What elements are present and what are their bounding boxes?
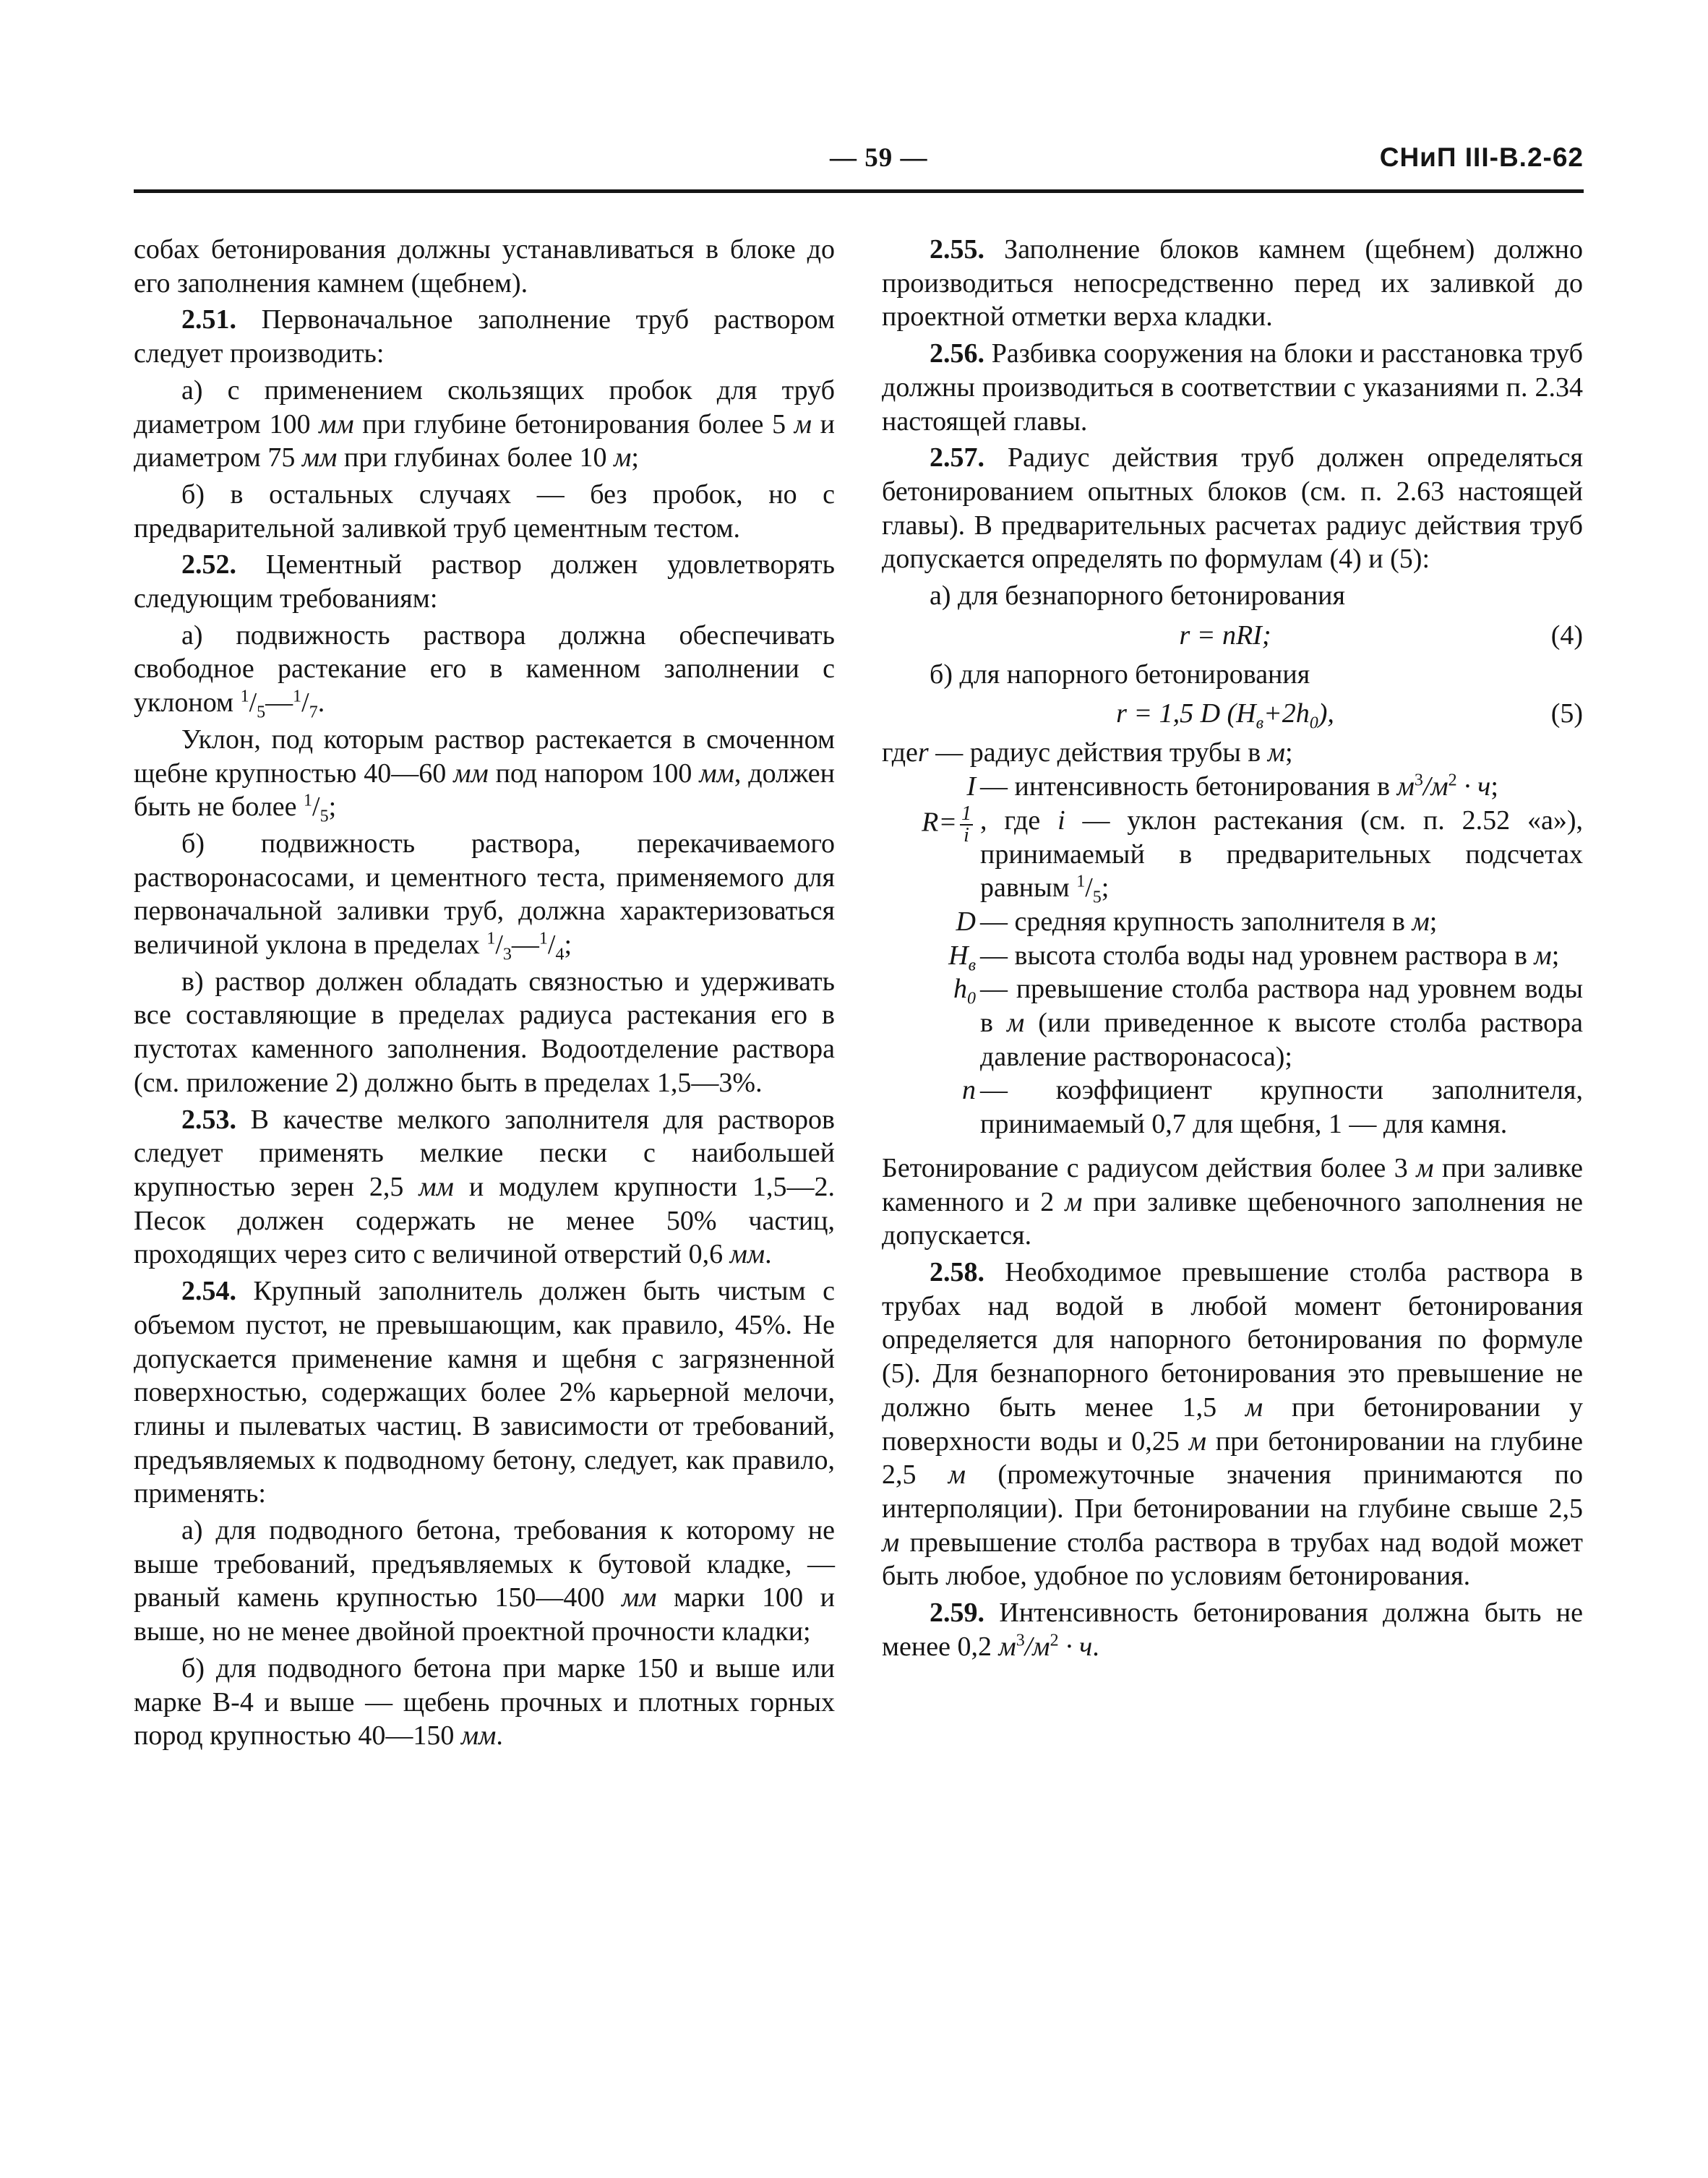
definition-Hv xyxy=(882,939,1583,973)
subscript: 0 xyxy=(967,989,976,1008)
text: — превышение столба раствора над уровнем воды в xyxy=(980,974,1583,1039)
text: при бетонировании у поверхности воды и 0,25 xyxy=(882,1392,1584,1457)
symbol xyxy=(882,939,980,973)
definition-n xyxy=(882,1073,1583,1141)
text: — радиус действия трубы в xyxy=(928,737,1268,768)
fraction-denominator: 5 xyxy=(1092,888,1102,907)
text: б) подвижность раствора, перекачиваемого растворонасосами, и цементного теста, применяемого для первоначальной заливки труб, должна характеризоваться величиной уклона в пределах xyxy=(134,828,835,961)
fraction-denominator: i xyxy=(964,823,969,846)
text: , где xyxy=(980,805,1058,836)
section-number: 2.55. xyxy=(930,234,984,265)
section-2-57 xyxy=(882,441,1583,576)
formula-number: (5) xyxy=(1550,698,1583,729)
text: ; xyxy=(1285,737,1293,768)
fraction-denominator: 3 xyxy=(502,945,512,964)
fraction-denominator: 5 xyxy=(319,807,329,826)
item-2-52-slope: Уклон, под которым раствор растекается в смоченном щебне крупностью 40—60 мм под напором 100 мм, должен быть не более $^1/_5$; xyxy=(134,724,835,826)
fraction-numerator: 1 xyxy=(304,791,313,810)
definition-text xyxy=(980,905,1583,939)
text: — xyxy=(265,687,293,719)
formula-expression xyxy=(882,695,1540,732)
unit: м xyxy=(882,1527,900,1558)
definition-text xyxy=(980,770,1583,804)
fraction xyxy=(960,804,973,846)
section-2-59 xyxy=(882,1596,1583,1663)
item-2-54-b xyxy=(134,1652,835,1753)
text: при заливке щебеночного заполнения не допускается. xyxy=(882,1186,1583,1251)
section-2-56 xyxy=(882,337,1583,438)
symbol: n xyxy=(962,1075,976,1106)
right-column xyxy=(882,233,1583,1666)
unit: · ч xyxy=(1456,771,1491,802)
formula-number: (4) xyxy=(1550,619,1583,651)
text: под напором 100 xyxy=(488,758,700,789)
unit: м xyxy=(1006,1008,1025,1039)
definition-text xyxy=(918,736,1583,770)
fraction-denominator: 4 xyxy=(555,945,565,964)
symbol-letter: H xyxy=(948,940,969,971)
section-number: 2.57. xyxy=(930,442,984,473)
section-number: 2.54. xyxy=(181,1276,236,1307)
section-2-53 xyxy=(134,1103,835,1272)
text: Бетонирование с радиусом действия более 3 xyxy=(882,1152,1417,1183)
fraction-numerator: 1 xyxy=(538,929,548,948)
text: (промежуточные значения принимаются по интерполяции). При бетонировании на глубине свыше 2,5 xyxy=(882,1459,1584,1524)
superscript: 3 xyxy=(1414,771,1423,790)
where-label: где xyxy=(882,737,918,768)
text: при глубинах более 10 xyxy=(337,442,614,473)
unit: м xyxy=(1245,1392,1263,1423)
fraction-numerator: 1 xyxy=(486,929,496,948)
text: . xyxy=(1092,1631,1099,1662)
unit: мм xyxy=(453,758,489,789)
text: — уклон растекания (см. п. 2.52 «а»), принимаемый в предварительных подсчетах равным xyxy=(980,805,1583,904)
text: ; xyxy=(1429,906,1438,937)
unit: мм xyxy=(699,758,734,789)
section-number: 2.58. xyxy=(930,1256,984,1287)
variable-definitions xyxy=(882,736,1583,1141)
unit: м xyxy=(794,408,812,440)
symbol xyxy=(882,804,980,846)
text: и диаметром 75 xyxy=(134,408,835,473)
section-number: 2.59. xyxy=(930,1598,984,1629)
symbol: i xyxy=(1057,805,1065,836)
text: при бетонировании на глубине 2,5 xyxy=(882,1425,1583,1491)
section-text: Крупный заполнитель должен быть чистым с объемом пустот, не превышающим, как правило, 45%. Не допускается применение камня и щебня с загрязненной поверхностью, содержащих более 2% карьерной мелочи, глины и пылеватых частиц. В зависимости от требований, предъявляемых к подводному бетону, следует, как правило, применять: xyxy=(134,1276,835,1509)
section-number: 2.51. xyxy=(181,304,236,335)
formula-4 xyxy=(882,617,1583,653)
unit: м xyxy=(1396,771,1415,802)
text: ; xyxy=(1490,771,1498,802)
text: — xyxy=(511,930,539,961)
section-text: Заполнение блоков камнем (щебнем) должно производиться непосредственно перед их заливкой до проектной отметки верха кладки. xyxy=(882,234,1583,333)
text: ; xyxy=(328,792,337,823)
unit: /м xyxy=(1422,771,1449,802)
symbol: r xyxy=(917,737,929,768)
fraction-numerator: 1 xyxy=(240,687,249,706)
unit: м xyxy=(1416,1152,1434,1183)
item-2-52-b: б) подвижность раствора, перекачиваемого растворонасосами, и цементного теста, применяемого для первоначальной заливки труб, должна характеризоваться величиной уклона в пределах $^1/_3—^1/_4$; xyxy=(134,828,835,964)
section-2-58 xyxy=(882,1256,1583,1593)
section-text: Радиус действия труб должен определяться бетонированием опытных блоков (см. п. 2.63 настоящей главы). В предварительных расчетах радиус действия труб допускается определять по формулам (4) и (5): xyxy=(882,442,1583,575)
text: превышение столба раствора в трубах над водой может быть любое, удобное по условиям бетонирования. xyxy=(882,1527,1583,1592)
section-number: 2.53. xyxy=(181,1104,236,1135)
unit: мм xyxy=(460,1720,497,1752)
fraction-denominator: 5 xyxy=(257,703,266,722)
superscript: 3 xyxy=(1016,1631,1025,1650)
symbol-letter: h xyxy=(953,974,967,1005)
paragraph-continuation: собах бетонирования должны устанавливаться в блоке до его заполнения камнем (щебнем). xyxy=(134,234,835,299)
text: ; xyxy=(631,442,639,473)
subscript: в xyxy=(968,956,976,975)
unit: м xyxy=(1534,940,1552,971)
symbol: I xyxy=(966,771,976,802)
text: . xyxy=(765,1239,772,1270)
text: Интенсивность бетонирования должна быть не менее 0,2 xyxy=(882,1598,1583,1662)
formula-expression: r = nRI; xyxy=(1179,619,1271,651)
unit: м xyxy=(998,1631,1016,1662)
unit: мм xyxy=(729,1239,765,1270)
item-2-51-b: б) в остальных случаях — без пробок, но с предварительной заливкой труб цементным тестом. xyxy=(134,479,835,544)
text: а) подвижность раствора должна обеспечивать свободное растекание его в каменном заполнении с уклоном xyxy=(134,619,835,719)
text: В качестве мелкого заполнителя для растворов следует применять мелкие пески с наибольшей крупностью зерен 2,5 xyxy=(134,1104,835,1202)
text: . xyxy=(317,687,325,719)
unit: мм xyxy=(319,408,354,440)
text: б) для подводного бетона при марке 150 и выше или марке В-4 и выше — щебень прочных и плотных горных пород крупностью 40—150 xyxy=(134,1652,835,1752)
symbol: D xyxy=(956,906,976,937)
section-number: 2.52. xyxy=(181,549,236,580)
formula-part: ), xyxy=(1318,698,1334,729)
symbol xyxy=(882,972,980,1006)
text: — высота столба воды над уровнем раствора в xyxy=(980,940,1535,971)
definition-r xyxy=(882,736,1583,770)
text: а) для подводного бетона, требования к которому не выше требований, предъявляемых к бутовой кладке, — рваный камень крупностью 150—400 xyxy=(134,1515,835,1613)
text: при глубине бетонирования более 5 xyxy=(353,408,794,440)
subscript: 0 xyxy=(1309,714,1318,734)
formula-part: +2h xyxy=(1263,698,1310,729)
text: (или приведенное к высоте столба раствора давление растворонасоса); xyxy=(980,1008,1583,1072)
unit: м xyxy=(1412,906,1430,937)
section-2-54 xyxy=(134,1274,835,1511)
text: — средняя крупность заполнителя в xyxy=(980,906,1412,937)
paragraph-radius-limit xyxy=(882,1152,1583,1253)
definition-text: , где i — уклон растекания (см. п. 2.52 «а»), принимаемый в предварительных подсчетах равным $^1/_5$; xyxy=(980,805,1583,907)
section-2-52 xyxy=(134,548,835,615)
formula-part: r = 1,5 D (H xyxy=(1116,698,1256,729)
text: . xyxy=(496,1720,503,1752)
definition-D xyxy=(882,905,1583,939)
unit: мм xyxy=(621,1582,657,1613)
fraction-denominator: 7 xyxy=(309,703,318,722)
unit: мм xyxy=(301,442,338,473)
section-text: Разбивка сооружения на блоки и расстановка труб должны производиться в соответствии с указаниями п. 2.34 настоящей главы. xyxy=(882,338,1583,437)
section-text: Первоначальное заполнение труб раствором следует производить: xyxy=(134,304,835,369)
document-code: СНиП III-В.2-62 xyxy=(1379,142,1584,172)
section-2-55 xyxy=(882,233,1583,334)
item-2-52-c: в) раствор должен обладать связностью и удерживать все составляющие в пределах радиуса растекания его в пустотах каменного заполнения. Водоотделение раствора (см. приложение 2) должно быть в пределах 1,5—3%. xyxy=(134,966,835,1098)
definition-R xyxy=(882,804,1583,905)
text: , должен быть не более xyxy=(134,758,835,823)
superscript: 2 xyxy=(1050,1631,1059,1650)
section-number: 2.56. xyxy=(930,338,984,369)
text: марки 100 и выше, но не менее двойной проектной прочности кладки; xyxy=(134,1582,835,1647)
unit: · ч xyxy=(1058,1631,1093,1662)
definition-text xyxy=(980,939,1583,973)
section-2-51 xyxy=(134,303,835,370)
text: а) с применением скользящих пробок для труб диаметром 100 xyxy=(134,374,835,440)
item-2-51-a xyxy=(134,374,835,475)
equals-sign: = xyxy=(938,807,957,838)
unit: м xyxy=(948,1459,966,1491)
superscript: 2 xyxy=(1448,771,1457,790)
definition-text xyxy=(980,972,1583,1073)
unit: мм xyxy=(419,1171,454,1202)
subscript: в xyxy=(1256,714,1264,734)
fraction-numerator: 1 xyxy=(961,802,971,825)
unit: м xyxy=(614,442,632,473)
page-number: — 59 — xyxy=(830,143,928,173)
section-text: Цементный раствор должен удовлетворять следующим требованиям: xyxy=(134,549,835,614)
unit: м xyxy=(1065,1186,1083,1217)
fraction-numerator: 1 xyxy=(1076,872,1086,891)
fraction-numerator: 1 xyxy=(293,687,302,706)
text: ; xyxy=(1101,873,1110,904)
header-rule xyxy=(134,189,1584,193)
definition-text: — коэффициент крупности заполнителя, принимаемый 0,7 для щебня, 1 — для камня. xyxy=(980,1075,1583,1140)
symbol-letter: R xyxy=(922,807,939,838)
unit: м xyxy=(1188,1425,1206,1457)
item-2-54-a xyxy=(134,1514,835,1649)
definition-I xyxy=(882,770,1583,804)
definition-h0 xyxy=(882,972,1583,1073)
text: ; xyxy=(1551,940,1560,971)
unit: м xyxy=(1267,737,1286,768)
item-2-57-a: а) для безнапорного бетонирования xyxy=(930,580,1345,612)
left-column xyxy=(134,233,835,1756)
text: Необходимое превышение столба раствора в трубах над водой в любой момент бетонирования определяется для напорного бетонирования по формуле (5). Для безнапорного бетонирования это превышение не должно быть менее 1,5 xyxy=(882,1256,1583,1423)
text: Уклон, под которым раствор растекается в смоченном щебне крупностью 40—60 xyxy=(134,724,835,789)
text: — интенсивность бетонирования в xyxy=(980,771,1397,802)
item-2-57-b: б) для напорного бетонирования xyxy=(930,659,1310,690)
text: при заливке каменного и 2 xyxy=(882,1152,1583,1217)
text: и модулем крупности 1,5—2. Песок должен содержать не менее 50% частиц, проходящих через сито с величиной отверстий 0,6 xyxy=(134,1171,835,1270)
text: ; xyxy=(564,930,572,961)
unit: /м xyxy=(1024,1631,1050,1662)
formula-5 xyxy=(882,695,1583,732)
item-2-52-a: а) подвижность раствора должна обеспечивать свободное растекание его в каменном заполнении с уклоном $^1/_5—^1/_7$. xyxy=(134,619,835,722)
